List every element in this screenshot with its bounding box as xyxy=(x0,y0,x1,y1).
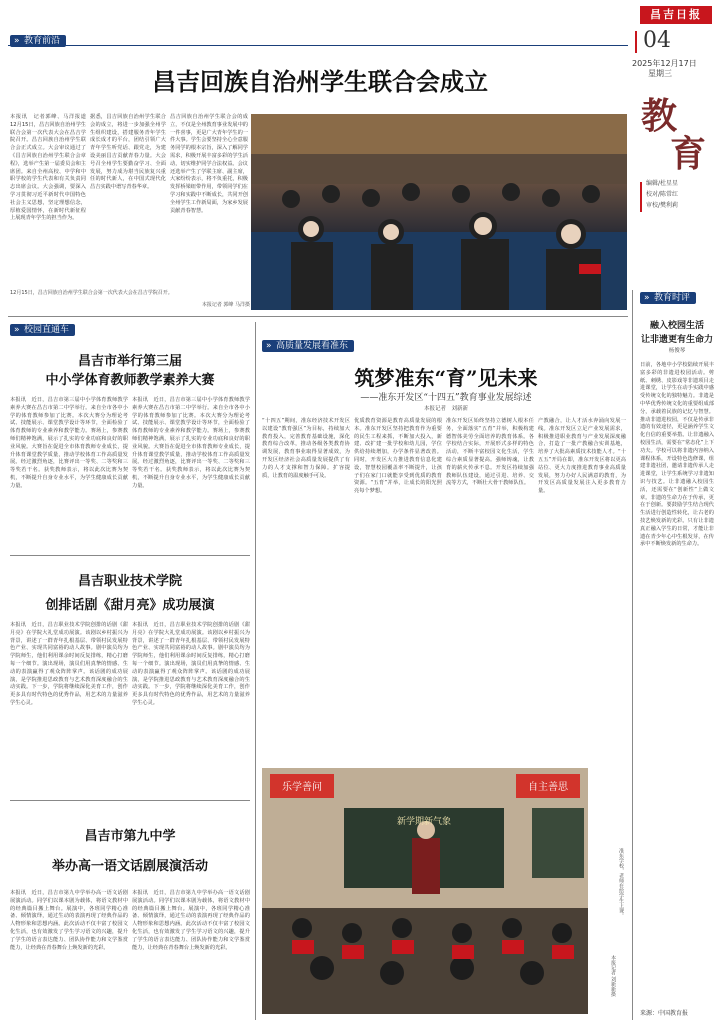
feature-subhead: ——准东开发区“十四五”教育事业发展综述 xyxy=(360,393,532,403)
issue-weekday: 星期三 xyxy=(648,69,672,78)
story2-headline-1: 昌吉职业技术学院 xyxy=(77,574,182,589)
editor-line: 编辑/杜星星 xyxy=(646,180,679,187)
feature-col-3: 准东开发区始终坚持立德树人根本任务，全面落实“五育”并举，积极构建德智体美劳全面培养的教育体系。各学校结合实际，开展形式多样的特色活动，不断丰富校园文化生活，学生综合素质显著提高。强师铸魂，让教育的薪火传承不息。开发区持续加强教师队伍建设，通过引进、培养、交流等方式，不断壮大骨干教师队伍。 xyxy=(446,418,534,487)
feature-headline: 筑梦准东“育”见未来 xyxy=(354,366,538,390)
story1-headline-2: 中小学体育教师教学素养大赛 xyxy=(45,373,215,388)
story3-headline-1: 昌吉市第九中学 xyxy=(84,829,176,844)
newspaper-logo: 昌吉日报 xyxy=(640,6,712,24)
feature-col-1: “十四五”期间，准东经济技术开发区以建设“教育强区”为目标，持续加大教育投入，完善教育基础设施，深化教育综合改革，推动各级各类教育协调发展，教育事业取得显著成效，为开发区经济社会高质量发展提供了有力的人才支撑和智力保障。扩容提质，让教育的温度触手可及。 xyxy=(262,418,350,479)
classroom-credit: 本报记者 刘新新摄 xyxy=(610,955,616,997)
feature-col-2: 优质教育资源是教育高质量发展的根本。准东开发区坚持把教育作为重要的民生工程来抓，不断加大投入，新建、改扩建一批学校和幼儿园，学位供给持续增加，办学条件显著改善。同时，开发区大力推进教育信息化建设，智慧校园覆盖率不断提升，让孩子们在家门口就能享受到优质的教育资源。“五育”并举，让成长的阳光照亮每个梦想。 xyxy=(354,418,442,495)
top-photo-caption: 12月15日，昌吉回族自治州学生联合会第一次代表大会在昌吉学院召开。 xyxy=(10,290,173,296)
section-tag-campus: » 校园直通车 xyxy=(10,324,75,336)
story1-headline-1: 昌吉市举行第三届 xyxy=(77,354,182,369)
top-photo-credit: 本报记者 郭峰 马洋摄 xyxy=(201,302,250,308)
editor-line: 校对/陈常红 xyxy=(646,191,679,198)
section-char-1: 教 xyxy=(641,95,678,137)
top-bottom-rule xyxy=(8,316,628,317)
feature-byline: 本报记者 刘新新 xyxy=(423,406,468,412)
classroom-caption: 准东学校，老师在给学生上课。 xyxy=(618,848,624,918)
conference-photo-art xyxy=(251,114,627,310)
top-headline: 昌吉回族自治州学生联合会成立 xyxy=(152,67,488,96)
story3-col-2: 本报讯 近日，昌吉市第九中学举办高一语文话剧展演活动。同学们以课本剧为载体，将语文教材中的经典篇目搬上舞台。展演中，各班同学精心准备、倾情演绎，通过生动的表演再现了经典作品的人物形象和思想内涵。此次活动不仅丰富了校园文化生活，也有效激发了学生学习语文的兴趣，提升了学生的语言表达能力、团队协作能力和文学鉴赏能力，让经典在青春舞台上焕发新的光彩。 xyxy=(132,890,250,951)
classroom-photo xyxy=(262,768,588,1014)
issue-date: 2025年12月17日 xyxy=(632,59,697,68)
editor-accent xyxy=(640,182,642,212)
classroom-photo-art xyxy=(262,768,588,1014)
story2-col-2: 本报讯 近日，昌吉职业技术学院创排的话剧《甜月亮》在学院大礼堂成功展演。该剧以乡村振兴为背景，讲述了一群青年扎根基层、带领村民发展特色产业、实现共同富裕的动人故事。剧中演员均为学院师生，他们利用课余时间反复排练，精心打磨每一个细节。演出现场，演员们用真挚的情感、生动的表演赢得了观众阵阵掌声。该话剧的成功展演，是学院推进思政教育与艺术教育深度融合的生动实践。下一步，学院将继续深化美育工作，创作更多具有时代特色的优秀作品，用艺术的力量滋养学生心灵。 xyxy=(132,622,250,706)
section-tag-zhundong: » 高质量发展看准东 xyxy=(262,340,354,352)
commentary-body: 日前，各地中小学校陆续开展丰富多彩的非遗进校园活动。剪纸、刺绣、皮影戏等非遗项目走进课堂，让学生在动手实践中感受传统文化的独特魅力。非遗是中华优秀传统文化的重要组成部分，承载着民族的记忆与智慧。推动非遗进校园，不仅是传承非遗的有效途径，更是涵养学生文化自信的重要举措。让非遗融入校园生活，需要在“常态化”上下功夫。学校可以将非遗内容纳入课程体系，开设特色选修课，组建非遗社团，邀请非遗传承人走进课堂，让学生系统学习非遗知识与技艺。让非遗融入校园生活，还需要在“创新性”上做文章。非遗的生命力在于传承，更在于创新。要鼓励学生结合现代生活进行创造性转化，让古老的技艺焕发新的光彩。只有让非遗真正融入学生的日常，才能让非遗在青少年心中生根发芽，在传承中不断焕发新的生命力。 xyxy=(640,362,714,548)
column-divider xyxy=(255,322,256,1020)
column-divider xyxy=(632,290,633,1020)
editor-line: 审校/樊利莉 xyxy=(646,202,679,209)
commentary-byline: 杨俊琴 xyxy=(668,348,686,354)
conference-photo xyxy=(251,114,627,310)
board-right-slogan: 自主善思 xyxy=(528,782,568,793)
board-center-slogan: 新学期新气象 xyxy=(396,817,452,827)
top-col-1: 本报讯 记者郭峰、马洋报道 12月15日，昌吉回族自治州学生联合会第一次代表大会在昌吉学院召开。昌吉回族自治州学生联合会正式成立。大会审议通过了《昌吉回族自治州学生联合会章程》，选举产生第一届委员会和主席团。来自全州高校、中学和中职学校的学生代表和有关负责同志出席会议。大会强调，要深入学习贯彻习近平新时代中国特色社会主义思想，坚定理想信念，厚植爱国情怀，在新时代新征程上展现青年学生的担当作为。 xyxy=(10,114,92,222)
divider xyxy=(10,555,250,556)
section-tag-frontier: » 教育前沿 xyxy=(10,35,66,47)
board-left-slogan: 乐学善问 xyxy=(282,782,322,793)
section-char-2: 育 xyxy=(670,133,707,175)
editor-list xyxy=(646,178,712,211)
story1-col-2: 本报讯 近日，昌吉市第三届中小学体育教师教学素养大赛在昌吉市第二中学举行。来自全市各中小学的体育教师参加了比赛。本次大赛分为理论考试、技能展示、课堂教学设计等环节，全面检验了体育教师的专业素养和教学能力。赛场上，参赛教师们精神饱满，展示了扎实的专业功底和良好的职业风貌。大赛旨在促进全市体育教师专业成长，提升体育课堂教学质量，推动学校体育工作高质量发展。经过激烈角逐，比赛评出一等奖、二等奖和三等奖若干名。获奖教师表示，将以此次比赛为契机，不断提升自身专业水平，为学生健康成长贡献力量。 xyxy=(132,397,250,489)
commentary-source: 来源：中国教育报 xyxy=(640,1010,689,1017)
page-number: 04 xyxy=(643,28,671,53)
top-rule xyxy=(8,45,628,46)
top-col-2: 据悉，昌吉回族自治州学生联合会的成立，将进一步加强全州学生组织建设，搭建服务青年学生成长成才的平台，团结引领广大青年学生听党话、跟党走，为建设美丽昌吉贡献青春力量。大会号召全州学生要勤奋学习、全面发展，努力成为堪当民族复兴重任的时代新人，在中国式现代化昌吉实践中谱写青春华章。 xyxy=(90,114,166,191)
feature-col-4: 产教融合，让人才活水奔涌向发展一线。准东开发区立足产业发展需求，积极推进职业教育与产业发展深度融合，打造了一批产教融合实训基地，培养了大批高素质技术技能人才。“十五五”开局在即，准东开发区将以更高站位、更大力度推进教育事业高质量发展，努力办好人民满意的教育，为开发区高质量发展注入更多教育力量。 xyxy=(538,418,626,495)
commentary-headline-2: 让非遗更有生命力 xyxy=(640,335,713,345)
commentary-headline-1: 融入校园生活 xyxy=(649,321,704,331)
story2-col-1: 本报讯 近日，昌吉职业技术学院创排的话剧《甜月亮》在学院大礼堂成功展演。该剧以乡村振兴为背景，讲述了一群青年扎根基层、带领村民发展特色产业、实现共同富裕的动人故事。剧中演员均为学院师生，他们利用课余时间反复排练，精心打磨每一个细节。演出现场，演员们用真挚的情感、生动的表演赢得了观众阵阵掌声。该话剧的成功展演，是学院推进思政教育与艺术教育深度融合的生动实践。下一步，学院将继续深化美育工作，创作更多具有时代特色的优秀作品，用艺术的力量滋养学生心灵。 xyxy=(10,622,128,706)
story1-col-1: 本报讯 近日，昌吉市第三届中小学体育教师教学素养大赛在昌吉市第二中学举行。来自全市各中小学的体育教师参加了比赛。本次大赛分为理论考试、技能展示、课堂教学设计等环节，全面检验了体育教师的专业素养和教学能力。赛场上，参赛教师们精神饱满，展示了扎实的专业功底和良好的职业风貌。大赛旨在促进全市体育教师专业成长，提升体育课堂教学质量，推动学校体育工作高质量发展。经过激烈角逐，比赛评出一等奖、二等奖和三等奖若干名。获奖教师表示，将以此次比赛为契机，不断提升自身专业水平，为学生健康成长贡献力量。 xyxy=(10,397,128,489)
story3-headline-2: 举办高一语文话剧展演活动 xyxy=(51,859,208,874)
section-tag-commentary: » 教育时评 xyxy=(640,292,696,304)
story3-col-1: 本报讯 近日，昌吉市第九中学举办高一语文话剧展演活动。同学们以课本剧为载体，将语文教材中的经典篇目搬上舞台。展演中，各班同学精心准备、倾情演绎，通过生动的表演再现了经典作品的人物形象和思想内涵。此次活动不仅丰富了校园文化生活，也有效激发了学生学习语文的兴趣，提升了学生的语言表达能力、团队协作能力和文学鉴赏能力，让经典在青春舞台上焕发新的光彩。 xyxy=(10,890,128,951)
top-col-3: 昌吉回族自治州学生联合会的成立，不仅是全州教育事业发展中的一件喜事，更是广大青年学生的一件大事。学生会要坚持全心全意服务同学的根本宗旨，深入了解同学需求，积极开展丰富多彩的学生活动，切实维护同学合法权益。会议还选举产生了学联主席、副主席，大家纷纷表示，将不负重托，积极发挥桥梁纽带作用，带领同学们在学习和实践中不断成长，共同开创全州学生工作新局面，为家乡发展贡献青春智慧。 xyxy=(170,114,248,214)
story2-headline-2: 创排话剧《甜月亮》成功展演 xyxy=(45,598,215,613)
divider xyxy=(10,800,250,801)
